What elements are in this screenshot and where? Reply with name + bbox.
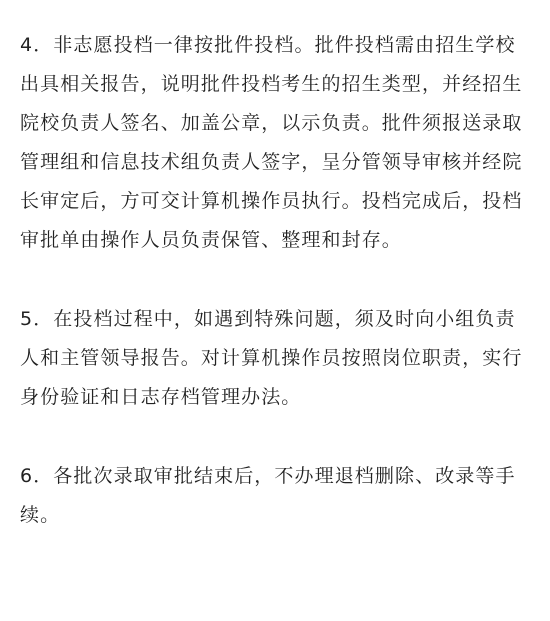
paragraph-4: 4．非志愿投档一律按批件投档。批件投档需由招生学校出具相关报告，说明批件投档考生的招生类型，并经招生院校负责人签名、加盖公章，以示负责。批件须报送录取管理组和信息技术组负责人签字，呈分管领导审核并经院长审定后，方可交计算机操作员执行。投档完成后，投档审批单由操作人员负责保管、整理和封存。: [20, 34, 523, 251]
paragraph-5: 5．在投档过程中，如遇到特殊问题，须及时向小组负责人和主管领导报告。对计算机操作员按照岗位职责，实行身份验证和日志存档管理办法。: [20, 308, 523, 408]
paragraph-6: 6．各批次录取审批结束后，不办理退档删除、改录等手续。: [20, 465, 516, 526]
